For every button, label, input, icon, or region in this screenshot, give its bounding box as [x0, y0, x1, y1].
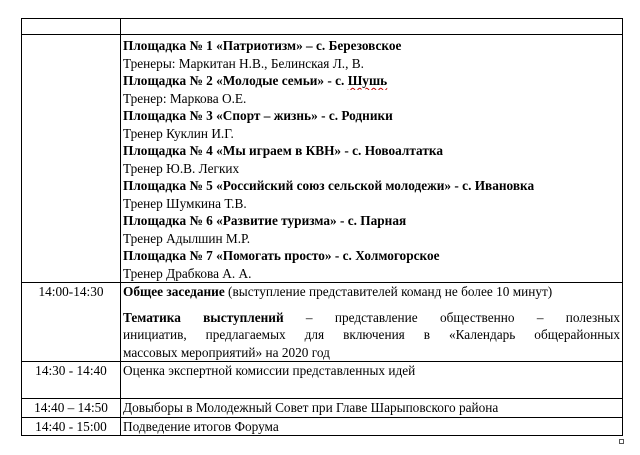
table-row-header [22, 19, 623, 35]
topics-line: массовых мероприятий» на 2020 год [123, 344, 330, 360]
time-cell: 14:40 - 15:00 [22, 417, 121, 436]
schedule-table [21, 18, 623, 436]
venue-title: Площадка № 1 «Патриотизм» – с. Березовское [123, 38, 402, 53]
topics-line: инициатив, предлагаемых для включения в «Календарь общерайонных [123, 327, 620, 342]
venue-trainer: Тренер: Маркова О.Е. [123, 90, 247, 106]
table-row-general-meeting [22, 283, 623, 362]
table-end-marker [619, 439, 624, 444]
venues-cell [121, 35, 623, 283]
topics-line: Тематика выступлений – представление общественно – полезных [123, 309, 620, 325]
time-cell: 14:30 - 14:40 [22, 362, 121, 399]
venue-trainer: Тренер Ю.В. Легких [123, 160, 240, 176]
general-meeting-heading: Общее заседание (выступление представителей команд не более 10 минут) [123, 284, 553, 299]
time-cell: 14:40 – 14:50 [22, 399, 121, 418]
content-cell-empty [121, 19, 623, 35]
venue-title: Площадка № 7 «Помогать просто» - с. Холмогорское [123, 248, 440, 263]
table-row-summary [22, 417, 623, 436]
venue-trainer: Тренер Драбкова А. А. [123, 265, 252, 281]
venue-trainer: Тренер Шумкина Т.В. [123, 195, 247, 211]
table-row-venues [22, 35, 623, 283]
venue-title: Площадка № 3 «Спорт – жизнь» - с. Родники [123, 108, 393, 123]
venue-title: Площадка № 6 «Развитие туризма» - с. Парная [123, 213, 407, 228]
table-row-evaluation [22, 362, 623, 399]
time-cell-empty [22, 19, 121, 35]
venue-title: Площадка № 4 «Мы играем в КВН» - с. Новоалтатка [123, 143, 443, 158]
venue-title: Площадка № 5 «Российский союз сельской молодежи» - с. Ивановка [123, 178, 535, 193]
content-cell: Подведение итогов Форума [121, 417, 623, 436]
table-row-elections [22, 399, 623, 418]
venue-trainer: Тренер Адылшин М.Р. [123, 230, 251, 246]
venue-trainer: Тренер Куклин И.Г. [123, 125, 234, 141]
spellcheck-underline: Шушь [347, 73, 388, 88]
content-cell: Оценка экспертной комиссии представленных идей [121, 362, 623, 399]
general-meeting-cell [121, 283, 623, 362]
time-cell-venues [22, 35, 121, 283]
venue-trainer: Тренеры: Маркитан Н.В., Белинская Л., В. [123, 55, 364, 71]
venue-title: Площадка № 2 «Молодые семьи» - с. Шушь [123, 73, 388, 88]
content-cell: Довыборы в Молодежный Совет при Главе Шарыповского района [121, 399, 623, 418]
paragraph-spacer [123, 301, 620, 309]
time-cell: 14:00-14:30 [22, 283, 121, 362]
